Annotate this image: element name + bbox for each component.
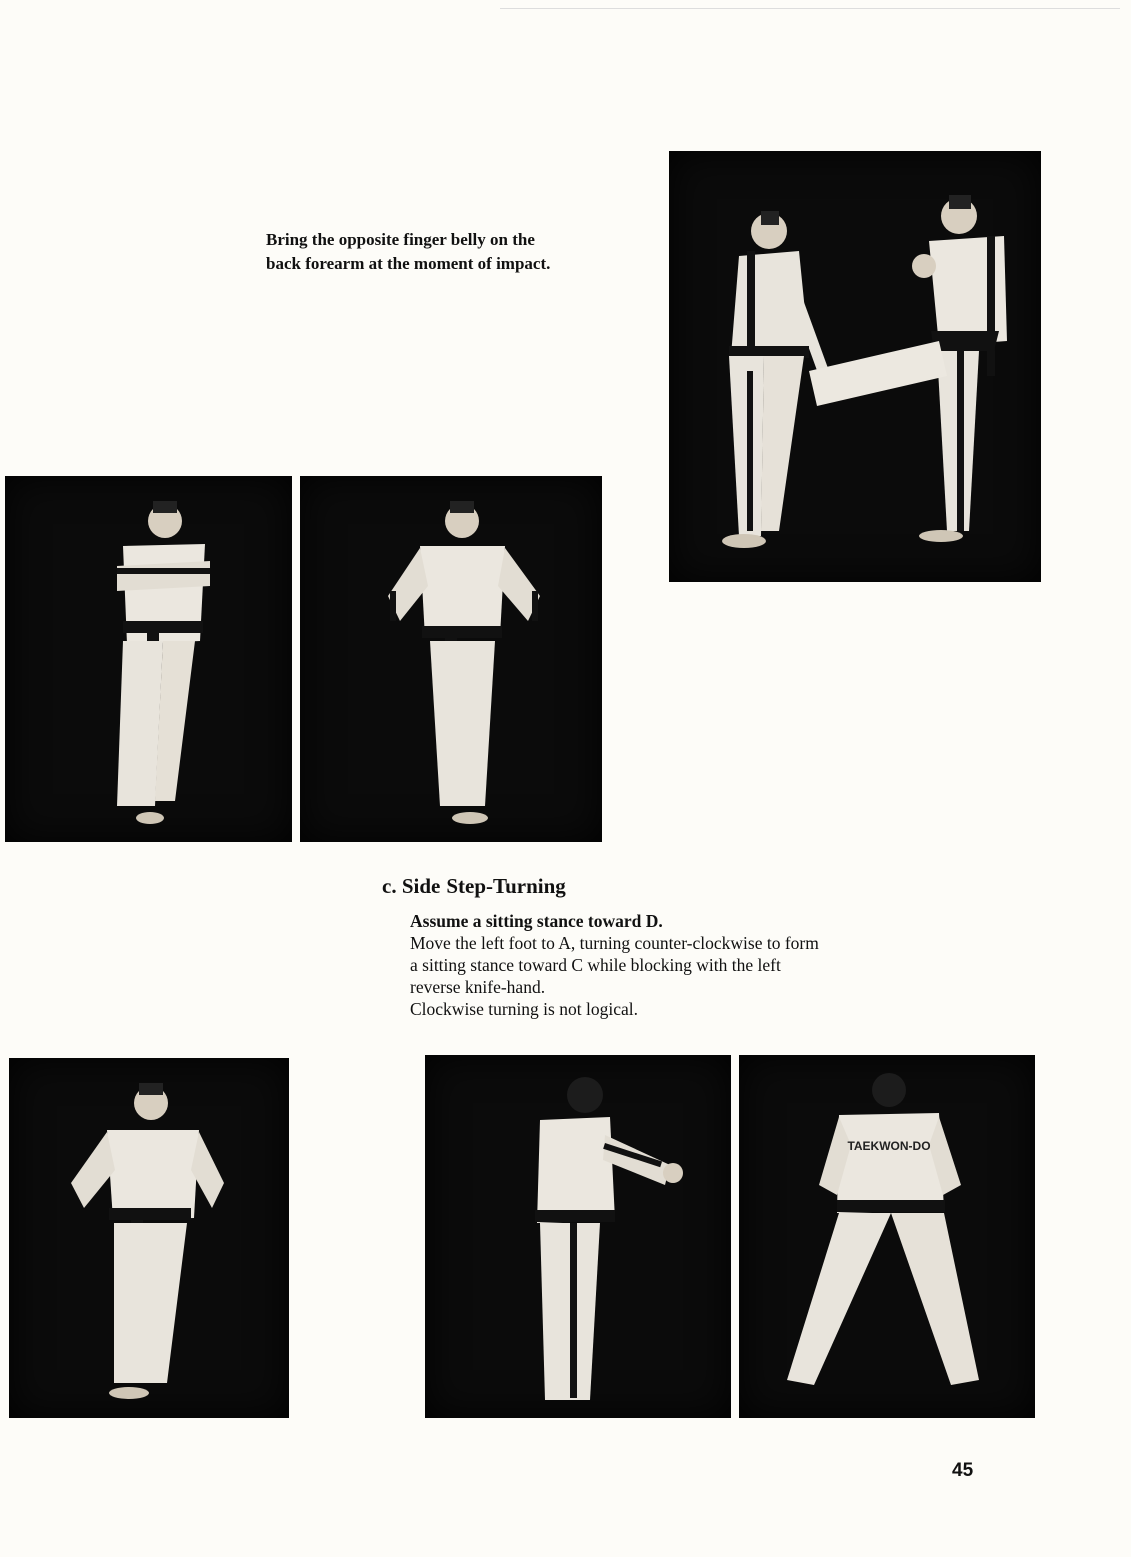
photo-caption: [266, 228, 656, 276]
photo-step-turning-side: [425, 1055, 731, 1418]
instructions-lead: Assume a sitting stance toward D.: [410, 911, 663, 931]
instructions-text: [410, 910, 1000, 1020]
instructions-line-4: Clockwise turning is not logical.: [410, 999, 638, 1019]
page-top-rule: [500, 8, 1120, 9]
section-title: Step-Turning: [446, 874, 566, 898]
instructions-line-1: Move the left foot to A, turning counter-clockwise to form: [410, 933, 819, 953]
instructions-line-3: reverse knife-hand.: [410, 977, 546, 997]
caption-line-2: back forearm at the moment of impact.: [266, 254, 551, 273]
photo-sparring-kick: [669, 151, 1041, 582]
section-letter: c. Side: [382, 874, 441, 898]
photo-sitting-stance-back: [739, 1055, 1035, 1418]
caption-line-1: Bring the opposite finger belly on the: [266, 230, 535, 249]
photo-cross-block-stance: [5, 476, 292, 842]
photo-ready-stance-front: [9, 1058, 289, 1418]
page-number: 45: [952, 1460, 974, 1481]
instructions-line-2: a sitting stance toward C while blocking with the left: [410, 955, 781, 975]
back-logo: TAEKWON-DO: [847, 1139, 931, 1153]
section-heading: [382, 874, 566, 899]
photo-hands-on-hips-ready: [300, 476, 602, 842]
